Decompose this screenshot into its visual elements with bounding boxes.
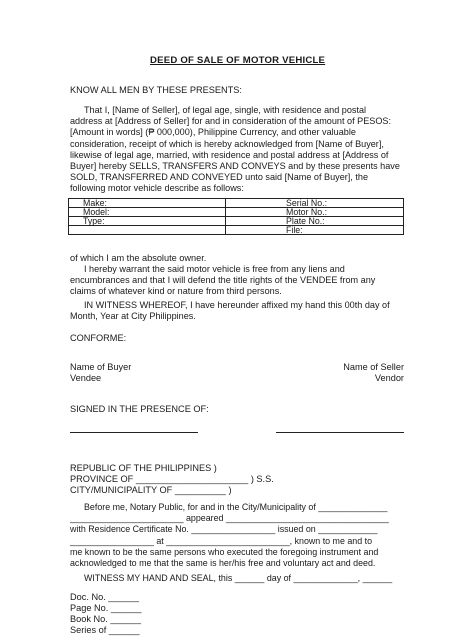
witness-signature-line-right [276,432,404,433]
seller-name: Name of Seller [343,362,404,372]
witness-line: IN WITNESS WHEREOF, I have hereunder affixed my hand this 00th day of [84,300,390,310]
table-row [69,199,404,208]
table-cell [69,226,226,235]
buyer-role: Vendee [70,373,102,383]
p1-line: Buyer] hereby SELLS, TRANSFERS AND CONVEYS and by these presents have [70,161,400,172]
table-cell: Motor No.: [226,208,404,217]
table-row [69,217,404,226]
witness-signature-line-left [70,432,198,433]
table-cell: Plate No.: [226,217,404,226]
venue-line: CITY/MUNICIPALITY OF __________ ) [70,485,232,495]
buyer-name: Name of Buyer [70,362,132,372]
signed-presence-label: SIGNED IN THE PRESENCE OF: [70,404,209,414]
document-title: DEED OF SALE OF MOTOR VEHICLE [150,55,326,66]
p1-line: consideration, receipt of which is hereby acknowledged from [Name of Buyer], [70,138,384,149]
ack-line: Before me, Notary Public, for and in the City/Municipality of ______________ [84,502,388,512]
ack-line: _______________________ appeared _________________________________ [70,513,389,524]
doc-entry: Series of ______ [70,625,140,635]
doc-entry: Doc. No. ______ [70,592,139,602]
ack-line: with Residence Certificate No. _________________ issued on ____________ [70,524,378,535]
vehicle-details-table [68,198,404,235]
p3-line: encumbrances and that I will defend the title rights of the VENDEE from any [70,275,376,286]
venue-line: PROVINCE OF ______________________ ) S.S. [70,474,274,484]
ack-line: me known to be the same persons who executed the foregoing instrument and [70,546,379,557]
p1-line: [Amount in words] (₱ 000,000), Philippine Currency, and other valuable [70,127,356,138]
table-row [69,226,404,235]
p1-line: likewise of legal age, married, with residence and postal address at [Address of [70,149,389,160]
witness-paragraph [70,300,406,322]
acknowledgment-paragraph [70,502,410,569]
p3-line: I hereby warrant the said motor vehicle is free from any liens and [84,264,345,274]
p1-line: following motor vehicle describe as follows: [70,183,244,194]
ack-line: _________________ at _________________________, known to me and to [70,535,373,546]
seller-role: Vendor [374,373,404,383]
conveyance-paragraph [70,105,406,195]
table-cell: Serial No.: [226,199,404,208]
warranty-paragraph [70,264,406,298]
p1-line: address at [Address of Seller] for and in consideration of the amount of PESOS: [70,116,391,127]
venue-line: REPUBLIC OF THE PHILIPPINES ) [70,463,217,473]
table-cell: Type: [69,217,226,226]
table-cell: Model: [69,208,226,217]
witness-line: Month, Year at City Philippines. [70,311,196,322]
p1-line: SOLD, TRANSFERRED AND CONVEYED unto said [Name of Buyer], the [70,172,369,183]
p3-line: claims of whatever kind or nature from third persons. [70,286,282,297]
witness-seal-line: WITNESS MY HAND AND SEAL, this ______ day of _____________, ______ [84,573,393,583]
table-cell: Make: [69,199,226,208]
table-cell: File: [226,226,404,235]
ack-line: acknowledged to me that the same is her/his free and voluntary act and deed. [70,558,376,569]
intro-heading: KNOW ALL MEN BY THESE PRESENTS: [70,85,242,95]
p1-line: That I, [Name of Seller], of legal age, single, with residence and postal [84,105,367,115]
conforme-label: CONFORME: [70,333,127,343]
doc-entry: Page No. ______ [70,603,142,613]
table-row [69,208,404,217]
doc-entry: Book No. ______ [70,614,142,624]
ownership-statement: of which I am the absolute owner. [70,253,207,263]
